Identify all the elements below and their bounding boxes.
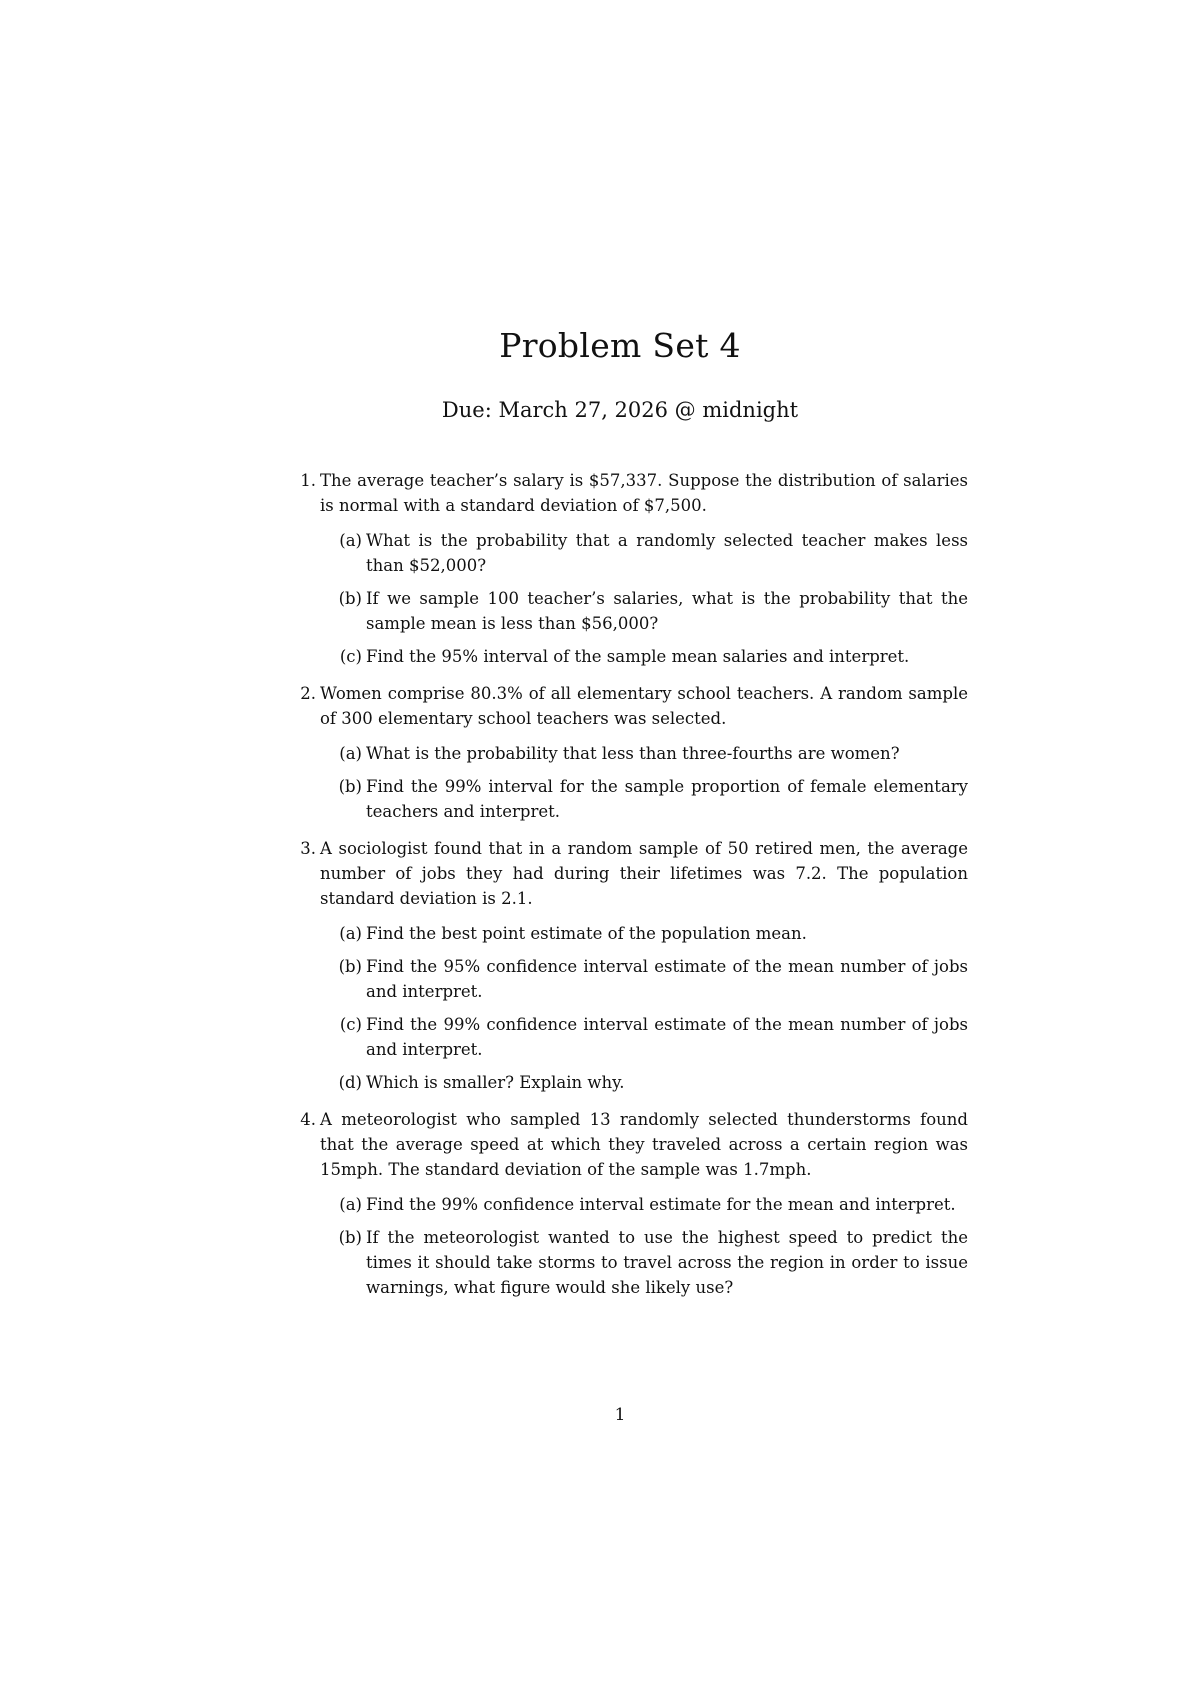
- part-label: (a): [339, 531, 362, 550]
- problem-text: Women comprise 80.3% of all elementary school teachers. A random sample of 300 elementary school teachers was selected.: [320, 684, 968, 728]
- problem-list: [300, 468, 968, 1312]
- part-text: Find the 95% confidence interval estimate of the mean number of jobs and interpret.: [366, 957, 968, 1001]
- part-label: (d): [338, 1073, 362, 1092]
- problem-item: [300, 836, 968, 1095]
- part-label: (b): [338, 957, 362, 976]
- part-label: (c): [339, 1015, 362, 1034]
- problem-part: [339, 921, 968, 946]
- part-text: What is the probability that less than three-fourths are women?: [366, 744, 900, 763]
- part-label: (b): [338, 777, 362, 796]
- problem-part: [339, 741, 968, 766]
- problem-part: [338, 954, 968, 1004]
- problem-part: [339, 1192, 968, 1217]
- page-number: 1: [614, 1405, 626, 1425]
- part-text: Find the 99% interval for the sample proportion of female elementary teachers and interpret.: [366, 777, 968, 821]
- due-date: Due: March 27, 2026 @ midnight: [441, 398, 799, 422]
- part-text: If the meteorologist wanted to use the highest speed to predict the times it should take storms to travel across the region in order to issue warnings, what figure would she likely use?: [366, 1228, 968, 1297]
- part-text: Find the 99% confidence interval estimate of the mean number of jobs and interpret.: [366, 1015, 968, 1059]
- problem-text: The average teacher’s salary is $57,337. Suppose the distribution of salaries is normal with a standard deviation of $7,500.: [320, 471, 968, 515]
- part-text: Find the 99% confidence interval estimate for the mean and interpret.: [366, 1195, 956, 1214]
- problem-number: 3.: [300, 839, 316, 858]
- problem-number: 1.: [300, 471, 316, 490]
- problem-parts: [320, 741, 968, 824]
- part-label: (a): [339, 924, 362, 943]
- part-label: (b): [338, 1228, 362, 1247]
- problem-text: A sociologist found that in a random sample of 50 retired men, the average number of jobs they had during their lifetimes was 7.2. The population standard deviation is 2.1.: [320, 839, 968, 908]
- problem-text: A meteorologist who sampled 13 randomly selected thunderstorms found that the average speed at which they traveled across a certain region was 15mph. The standard deviation of the sample was 1.7mph.: [320, 1110, 968, 1179]
- problem-part: [339, 528, 968, 578]
- problem-number: 2.: [300, 684, 316, 703]
- problem-part: [339, 1012, 968, 1062]
- part-label: (a): [339, 744, 362, 763]
- problem-item: [300, 468, 968, 669]
- problem-part: [338, 774, 968, 824]
- part-text: Find the 95% interval of the sample mean salaries and interpret.: [366, 647, 910, 666]
- part-text: What is the probability that a randomly selected teacher makes less than $52,000?: [366, 531, 968, 575]
- part-label: (a): [339, 1195, 362, 1214]
- problem-item: [300, 681, 968, 824]
- problem-parts: [320, 1192, 968, 1300]
- problem-part: [339, 644, 968, 669]
- part-text: Find the best point estimate of the population mean.: [366, 924, 807, 943]
- part-label: (b): [338, 589, 362, 608]
- problem-part: [338, 1225, 968, 1300]
- part-text: If we sample 100 teacher’s salaries, what is the probability that the sample mean is less than $56,000?: [366, 589, 968, 633]
- problem-item: [300, 1107, 968, 1300]
- page-title: Problem Set 4: [499, 326, 741, 365]
- problem-number: 4.: [300, 1110, 316, 1129]
- problem-part: [338, 1070, 968, 1095]
- part-label: (c): [339, 647, 362, 666]
- problem-parts: [320, 528, 968, 669]
- part-text: Which is smaller? Explain why.: [366, 1073, 625, 1092]
- problem-parts: [320, 921, 968, 1095]
- problem-part: [338, 586, 968, 636]
